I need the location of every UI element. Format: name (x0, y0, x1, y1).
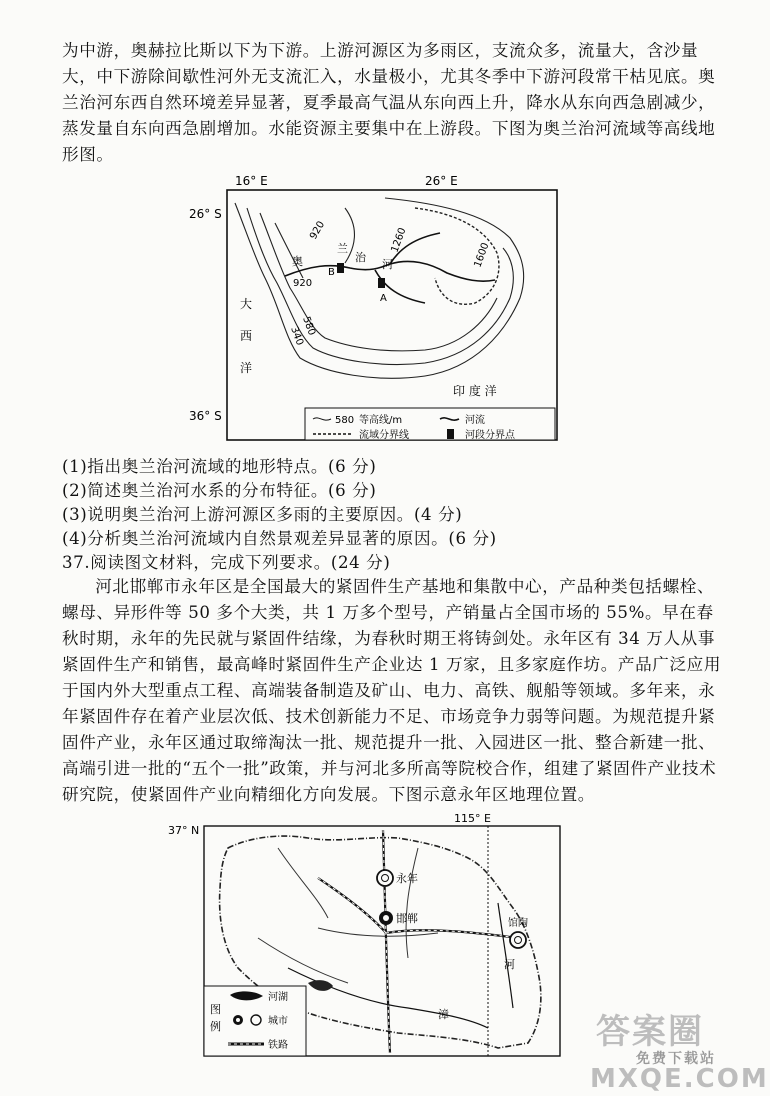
orange-river-map (185, 168, 565, 450)
lat-label-top: 26° S (189, 207, 222, 221)
river-he-label: 河 (504, 958, 515, 971)
contour-label-920-a: 920 (308, 219, 328, 242)
lon-label-right: 26° E (425, 174, 458, 188)
label-lan: 兰 (337, 242, 348, 255)
legend-city-icon-minor (251, 1015, 261, 1025)
contour-label-1600: 1600 (472, 241, 492, 270)
legend-title-2: 例 (210, 1020, 221, 1033)
contour-label-1260: 1260 (389, 226, 409, 255)
legend-city-icon-major-inner (236, 1018, 240, 1022)
question-36-2: (2)简述奥兰治河水系的分布特征。(6 分) (62, 481, 377, 500)
ocean-west-3: 洋 (240, 361, 253, 375)
question-36-3: (3)说明奥兰治河上游河源区多雨的主要原因。(4 分) (62, 505, 463, 524)
legend-segment-icon (447, 429, 454, 439)
city-yongnian-label: 永年 (396, 872, 418, 885)
legend-title-1: 图 (210, 1003, 221, 1016)
label-ao: 奥 (292, 255, 303, 268)
watermark-top: 答案圈 (596, 1012, 704, 1052)
lat-label: 37° N (168, 824, 200, 837)
contour-label-920-b: 920 (293, 278, 313, 289)
legend-contour-value: 580 (335, 415, 355, 426)
river-zhang-label: 漳 (438, 1008, 449, 1021)
ocean-east: 印 度 洋 (453, 384, 497, 398)
ocean-west-1: 大 (240, 297, 253, 311)
legend-lake-label: 河湖 (268, 992, 288, 1003)
city-yongnian-inner (382, 875, 389, 882)
coastline-contours (235, 198, 524, 378)
lake (308, 980, 333, 991)
lon-label-left: 16° E (235, 174, 268, 188)
yongnian-map (168, 808, 568, 1058)
watermark-mid: 免费下载站 (636, 1051, 716, 1067)
legend-railway-label: 铁路 (268, 1040, 288, 1051)
contour-label-580: 580 (300, 315, 318, 337)
legend-city-label: 城市 (268, 1016, 288, 1027)
q37-paragraph: 河北邯郸市永年区是全国最大的紧固件生产基地和集散中心，产品种类包括螺栓、螺母、异形件等 50 多个大类，共 1 万多个型号，产销量占全国市场的 55%。早在春秋时期，永年的先民就与紧固件结缘，为春秋时期王将铸剑处。永年区有 34 万人从事紧固件生产和销售，最高峰时紧固件生产企业达 1 万家，且多家庭作坊。产品广泛应用于国内外大型重点工程、高端装备制造及矿山、电力、高铁、舰船等领域。多年来，永年紧固件存在着产业层次低、技术创新能力不足、市场竞争力弱等问题。为规范提升紧固件产业，永年区通过取缔淘汰一批、规范提升一批、入园进区一批、整合新建一批、高端引进一批的“五个一批”政策，并与河北多所高等院校合作，组建了紧固件产业技术研究院，使紧固件产业向精细化方向发展。下图示意永年区地理位置。 (62, 577, 722, 804)
legend-segment-label: 河段分界点 (465, 430, 515, 441)
question-37-title: 37.阅读图文材料，完成下列要求。(24 分) (62, 553, 391, 572)
label-he: 河 (382, 258, 393, 271)
lat-label-bottom: 36° S (189, 409, 222, 423)
legend-contour-label: 等高线/m (359, 415, 403, 426)
city-guantao-inner (515, 937, 522, 944)
city-handan-label: 邯郸 (396, 912, 418, 925)
lon-label: 115° E (454, 812, 491, 825)
city-guantao-label: 馆陶 (508, 918, 528, 929)
question-36-1: (1)指出奥兰治河流域的地形特点。(6 分) (62, 457, 377, 476)
contour-label-340: 340 (288, 325, 306, 347)
legend-river-label: 河流 (465, 415, 485, 426)
legend-basin-label: 流域分界线 (359, 430, 409, 441)
segment-point-b (337, 263, 344, 273)
city-handan-inner (383, 915, 389, 921)
intro-paragraph: 为中游，奥赫拉比斯以下为下游。上游河源区为多雨区，支流众多，流量大，含沙量大，中下游除间歇性河外无支流汇入，水量极小，尤其冬季中下游河段常干枯见底。奥兰治河东西自然环境差异显著，夏季最高气温从东向西上升，降水从东向西急剧减少，蒸发量自东向西急剧增加。水能资源主要集中在上游段。下图为奥兰治河流域等高线地形图。 (62, 41, 716, 164)
point-b-label: B (328, 267, 335, 278)
point-a-label: A (380, 293, 387, 304)
ocean-west-2: 西 (240, 329, 253, 343)
segment-point-a (378, 278, 385, 288)
label-zhi: 治 (355, 251, 366, 264)
watermark-bottom: MXQE.COM (590, 1064, 769, 1094)
question-36-4: (4)分析奥兰治河流域内自然景观差异显著的原因。(6 分) (62, 529, 497, 548)
map1-frame (227, 190, 557, 440)
